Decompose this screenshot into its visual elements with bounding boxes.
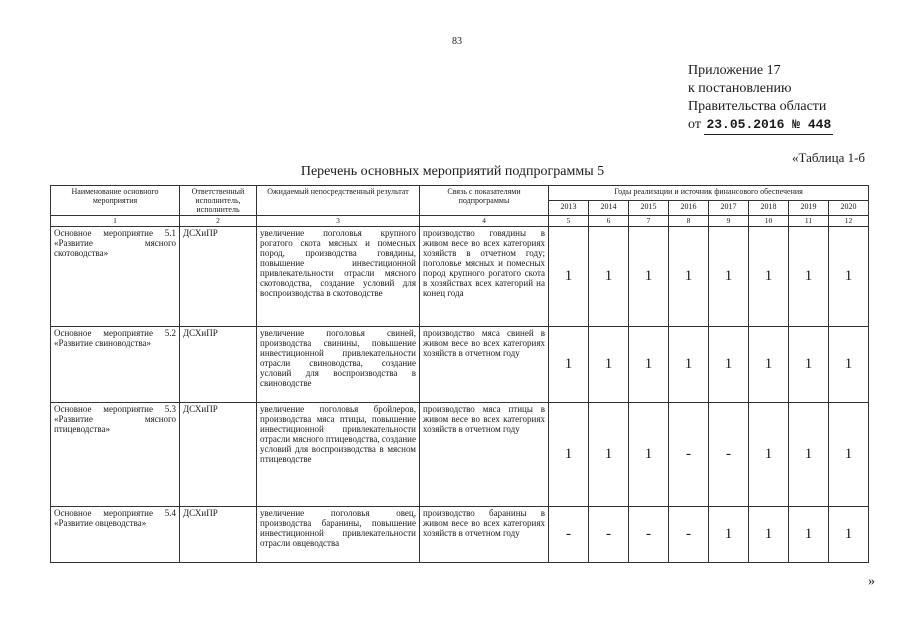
- year-value: 1: [829, 403, 869, 507]
- column-number: 5: [549, 216, 589, 227]
- column-number: 2: [180, 216, 257, 227]
- measure-indicator-link: производство мяса птицы в живом весе во всех категориях хозяйств в отчетном году: [420, 403, 549, 507]
- closing-quote: »: [868, 574, 875, 589]
- year-value: 1: [589, 403, 629, 507]
- header-year: 2014: [589, 201, 629, 216]
- year-value: 1: [589, 327, 629, 403]
- year-value: 1: [829, 227, 869, 327]
- measure-indicator-link: производство баранины в живом весе во всех категориях хозяйств в отчетном году: [420, 507, 549, 563]
- appendix-block: [688, 62, 833, 135]
- appendix-date-row: [688, 116, 833, 135]
- measure-indicator-link: производство говядины в живом весе во всех категориях хозяйств в отчетном году; поголовье мясных и помесных пород крупного рогатого скота в хозяйствах всех категорий на конец года: [420, 227, 549, 327]
- measure-result: увеличение поголовья свиней, производства свинины, повышение инвестиционной привлекательности отрасли свиноводства, создание условий для воспроизводства в свиноводстве: [257, 327, 420, 403]
- column-number: 7: [629, 216, 669, 227]
- column-number: 4: [420, 216, 549, 227]
- year-value: 1: [669, 227, 709, 327]
- year-value: -: [629, 507, 669, 563]
- year-value: 1: [549, 327, 589, 403]
- appendix-line-3: Правительства области: [688, 99, 827, 114]
- measure-executor: ДСХиПР: [180, 327, 257, 403]
- year-value: 1: [549, 403, 589, 507]
- measures-table: [50, 185, 869, 563]
- appendix-line-2: к постановлению: [688, 81, 792, 96]
- table-row: [51, 403, 869, 507]
- year-value: -: [669, 507, 709, 563]
- year-value: 1: [749, 327, 789, 403]
- year-value: 1: [709, 227, 749, 327]
- year-value: 1: [709, 327, 749, 403]
- column-number: 11: [789, 216, 829, 227]
- table-row: [51, 227, 869, 327]
- column-number: 8: [669, 216, 709, 227]
- header-year: 2015: [629, 201, 669, 216]
- year-value: 1: [549, 227, 589, 327]
- measure-executor: ДСХиПР: [180, 227, 257, 327]
- year-value: -: [549, 507, 589, 563]
- table-row: [51, 507, 869, 563]
- year-value: 1: [789, 327, 829, 403]
- table-reference: «Таблица 1-б: [792, 150, 866, 165]
- header-year: 2017: [709, 201, 749, 216]
- column-number: 1: [51, 216, 180, 227]
- measure-result: увеличение поголовья овец, производства баранины, повышение инвестиционной привлекательности отрасли овцеводства: [257, 507, 420, 563]
- year-value: 1: [789, 403, 829, 507]
- header-row-1: [51, 186, 869, 201]
- year-value: 1: [829, 327, 869, 403]
- page-number: 83: [452, 36, 462, 47]
- header-link: Связь с показателями подпрограммы: [420, 186, 549, 216]
- year-value: 1: [749, 507, 789, 563]
- column-number: 10: [749, 216, 789, 227]
- year-value: 1: [749, 227, 789, 327]
- appendix-date-value: 23.05.2016 № 448: [704, 116, 833, 135]
- year-value: -: [709, 403, 749, 507]
- year-value: 1: [669, 327, 709, 403]
- year-value: 1: [709, 507, 749, 563]
- header-year: 2019: [789, 201, 829, 216]
- header-year: 2016: [669, 201, 709, 216]
- column-number: 3: [257, 216, 420, 227]
- appendix-line-1: Приложение 17: [688, 63, 781, 78]
- header-year: 2020: [829, 201, 869, 216]
- measure-name: Основное мероприятие 5.3 «Развитие мясного птицеводства»: [51, 403, 180, 507]
- appendix-date-prefix: от: [688, 117, 701, 132]
- measure-executor: ДСХиПР: [180, 507, 257, 563]
- measure-name: Основное мероприятие 5.4 «Развитие овцеводства»: [51, 507, 180, 563]
- year-value: 1: [749, 403, 789, 507]
- measure-executor: ДСХиПР: [180, 403, 257, 507]
- header-year: 2013: [549, 201, 589, 216]
- year-value: 1: [789, 507, 829, 563]
- year-value: 1: [629, 327, 669, 403]
- column-number-row: [51, 216, 869, 227]
- year-value: 1: [629, 227, 669, 327]
- measure-name: Основное мероприятие 5.1 «Развитие мясного скотоводства»: [51, 227, 180, 327]
- header-result: Ожидаемый непосредственный результат: [257, 186, 420, 216]
- header-years-group: Годы реализации и источник финансового обеспечения: [549, 186, 869, 201]
- header-year: 2018: [749, 201, 789, 216]
- measure-result: увеличение поголовья бройлеров, производства мяса птицы, повышение инвестиционной привлекательности отрасли мясного птицеводства, создание условий для воспроизводства в мясном птицеводстве: [257, 403, 420, 507]
- year-value: 1: [629, 403, 669, 507]
- column-number: 12: [829, 216, 869, 227]
- year-value: 1: [829, 507, 869, 563]
- measure-name: Основное мероприятие 5.2 «Развитие свиноводства»: [51, 327, 180, 403]
- measure-result: увеличение поголовья крупного рогатого скота мясных и помесных пород, производства говядины, повышение инвестиционной привлекательности отрасли мясного скотоводства, создание условий для воспроизводства в скотоводстве: [257, 227, 420, 327]
- column-number: 6: [589, 216, 629, 227]
- year-value: 1: [789, 227, 829, 327]
- header-executor: Ответственный исполнитель, исполнитель: [180, 186, 257, 216]
- column-number: 9: [709, 216, 749, 227]
- table-row: [51, 327, 869, 403]
- year-value: -: [589, 507, 629, 563]
- document-title: Перечень основных мероприятий подпрограммы 5: [300, 164, 605, 179]
- year-value: 1: [589, 227, 629, 327]
- header-name: Наименование основного мероприятия: [51, 186, 180, 216]
- measure-indicator-link: производство мяса свиней в живом весе во всех категориях хозяйств в отчетном году: [420, 327, 549, 403]
- year-value: -: [669, 403, 709, 507]
